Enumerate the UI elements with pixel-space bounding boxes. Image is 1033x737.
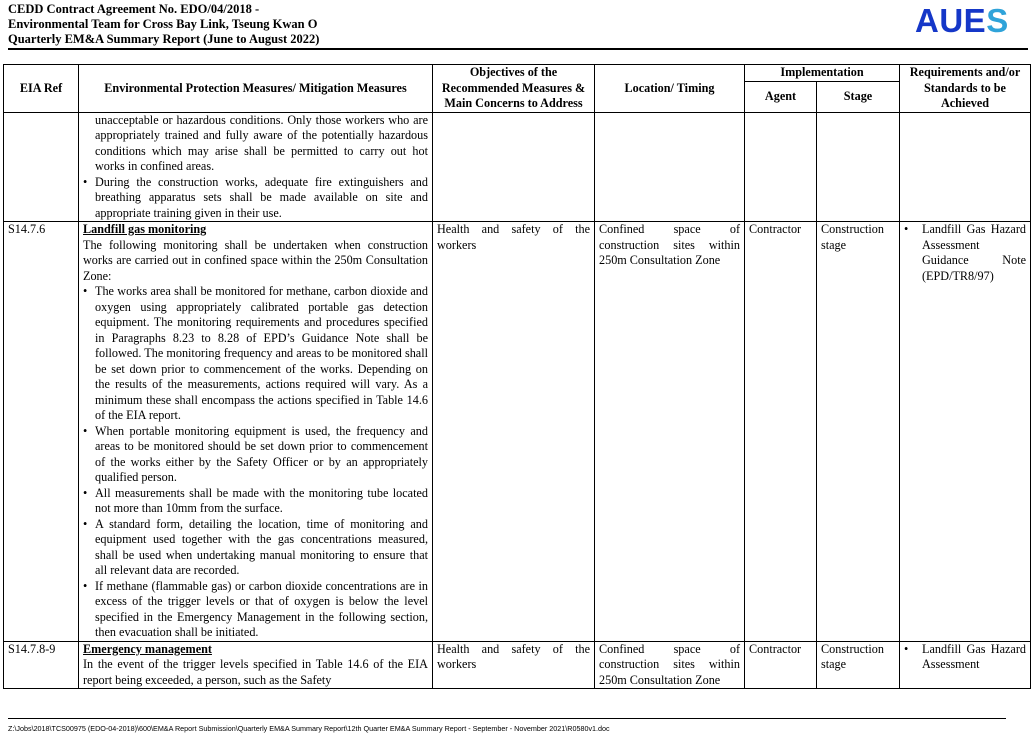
measures-cell [79, 112, 433, 222]
agent-cell: Contractor [745, 222, 817, 642]
header-stage: Stage [817, 81, 900, 112]
header-report-line: Quarterly EM&A Summary Report (June to August 2022) [8, 32, 320, 46]
continuation-text: unacceptable or hazardous conditions. Only those workers who are appropriately trained and fully aware of the potentially hazardous conditions which may arise shall be permitted to carry out hot works in confined areas. [95, 112, 428, 173]
list-item: • All measurements shall be made with the monitoring tube located not more than 10mm from the surface. [83, 486, 428, 517]
list-item: • Landfill Gas Hazard Assessment Guidance Note (EPD/TR8/97) [904, 222, 1026, 284]
eia-ref-cell: S14.7.8-9 [4, 641, 79, 689]
footer-file-path: Z:\Jobs\2018\TCS00975 (EDO-04-2018)\600\EM&A Report Submission\Quarterly EM&A Summary Report\12th Quarter EM&A Summary Report - September - November 2021\R0580v1.doc [8, 724, 610, 733]
list-item: • A standard form, detailing the location, time of monitoring and equipment used together with the gas concentrations measured, shall be used when undertaking manual monitoring to ensure that all relevant data are recorded. [83, 517, 428, 579]
objectives-cell: Health and safety of the workers [433, 641, 595, 689]
list-item: • Landfill Gas Hazard Assessment [904, 642, 1026, 673]
list-item: • The works area shall be monitored for methane, carbon dioxide and oxygen using appropriately calibrated portable gas detection equipment. The monitoring requirements and procedures specified in Paragraphs 8.23 to 8.28 of EPD’s Guidance Note shall be followed. The monitoring frequency and areas to be monitored shall be set down prior to commencement of the works. Depending on the results of the measurements, actions required will vary. As a minimum these shall encompass the actions specified in Table 14.6 of the EIA report. [83, 284, 428, 424]
list-item: • When portable monitoring equipment is used, the frequency and areas to be monitored should be set down prior to commencement of the works either by the Safety Officer or by an appropriately qualified person. [83, 424, 428, 486]
header-agent: Agent [745, 81, 817, 112]
measures-cell [79, 641, 433, 689]
stage-cell: Construction stage [817, 222, 900, 642]
header-eia-ref: EIA Ref [4, 65, 79, 113]
header-contract-line: CEDD Contract Agreement No. EDO/04/2018 - [8, 2, 260, 16]
section-intro: The following monitoring shall be undertaken when construction works are carried out in confined space within the 250m Consultation Zone: [83, 237, 428, 283]
table-row-landfill-gas-monitoring [4, 222, 1031, 642]
implementation-schedule-table [3, 64, 1031, 689]
objectives-cell: Health and safety of the workers [433, 222, 595, 642]
location-cell: Confined space of construction sites within 250m Consultation Zone [595, 641, 745, 689]
requirements-cell [900, 222, 1031, 642]
list-item: • During the construction works, adequate fire extinguishers and breathing apparatus sets shall be made available on site and appropriate training given in their use. [83, 175, 428, 222]
footer-divider [8, 718, 1006, 719]
logo-letter-accent: S [986, 2, 1009, 39]
measures-cell [79, 222, 433, 642]
eia-ref-cell: S14.7.6 [4, 222, 79, 642]
location-cell: Confined space of construction sites within 250m Consultation Zone [595, 222, 745, 642]
table-row-continuation [4, 112, 1031, 222]
stage-cell: Construction stage [817, 641, 900, 689]
table-row-emergency-management [4, 641, 1031, 689]
header-measures: Environmental Protection Measures/ Mitigation Measures [79, 65, 433, 113]
document-header [8, 2, 708, 47]
header-team-line: Environmental Team for Cross Bay Link, Tseung Kwan O [8, 17, 318, 31]
header-implementation: Implementation [745, 65, 900, 82]
header-location: Location/ Timing [595, 65, 745, 113]
list-item: • If methane (flammable gas) or carbon dioxide concentrations are in excess of the trigger levels or that of oxygen is below the level specified in the Emergency Management in the following section, then evacuation shall be initiated. [83, 579, 428, 641]
logo-letters-main: AUE [915, 2, 987, 39]
header-objectives: Objectives of the Recommended Measures & Main Concerns to Address [433, 65, 595, 113]
section-title: Landfill gas monitoring [83, 222, 207, 236]
header-requirements: Requirements and/or Standards to be Achieved [900, 65, 1031, 113]
section-intro: In the event of the trigger levels specified in Table 14.6 of the EIA report being exceeded, a person, such as the Safety [83, 657, 428, 687]
aues-logo [915, 2, 1009, 40]
agent-cell: Contractor [745, 641, 817, 689]
header-divider [8, 48, 1028, 50]
requirements-cell [900, 641, 1031, 689]
section-title: Emergency management [83, 641, 212, 656]
